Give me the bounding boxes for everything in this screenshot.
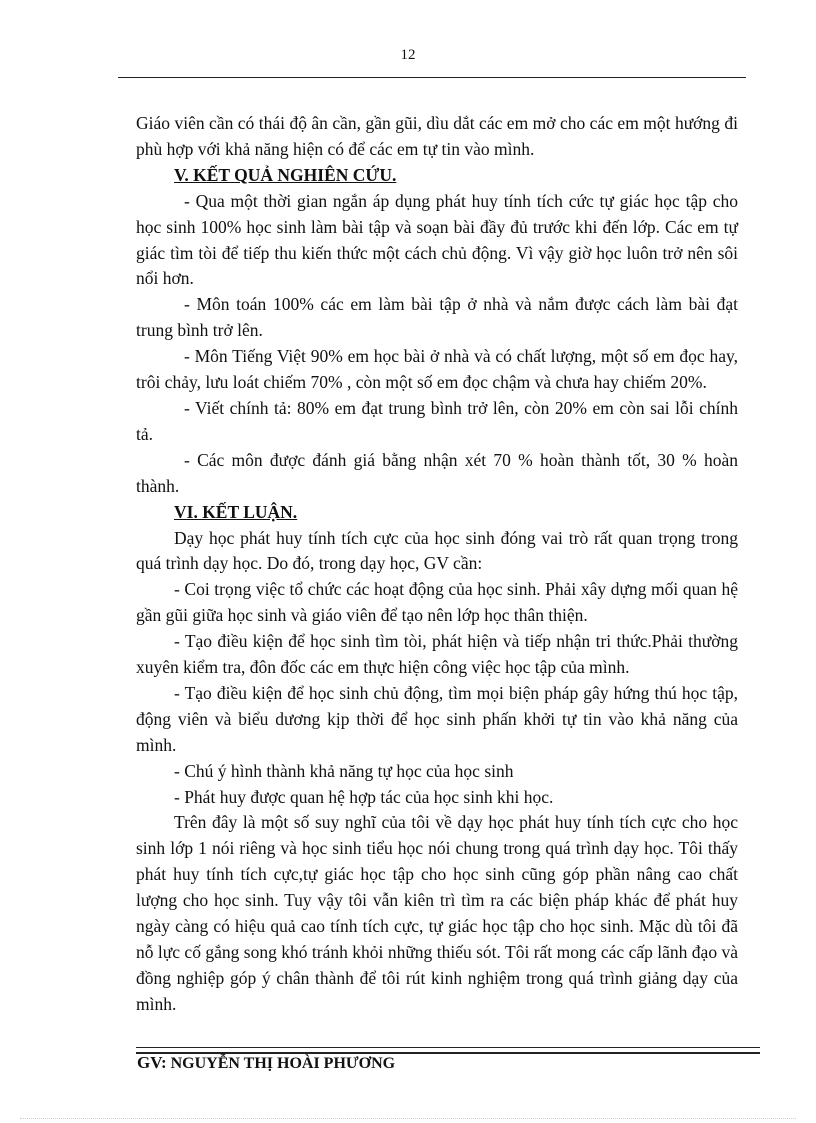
paragraph-results-1: - Qua một thời gian ngắn áp dụng phát huy tính tích cức tự giác học tập cho học sinh 100% học sinh làm bài tập và soạn bài đầy đủ trước khi đến lớp. Các em tự giác tìm tòi để tiếp thu kiến thức một cách chủ động. Vì vậy giờ học luôn trở nên sôi nổi hơn. [136, 190, 738, 289]
paragraph-conclusion-4: - Chú ý hình thành khả năng tự học của học sinh [174, 760, 514, 781]
paragraph-conclusion-3: - Tạo điều kiện để học sinh chủ động, tìm mọi biện pháp gây hứng thú học tập, động viên và biểu dương kịp thời để học sinh phấn khởi tự tin vào khả năng của mình. [136, 682, 738, 755]
paragraph-conclusion-5: - Phát huy được quan hệ hợp tác của học sinh khi học. [174, 786, 554, 807]
paragraph-conclusion-2: - Tạo điều kiện để học sinh tìm tòi, phát hiện và tiếp nhận tri thức.Phải thường xuyên kiểm tra, đôn đốc các em thực hiện công việc học tập của mình. [136, 631, 738, 678]
paragraph-results-spelling: - Viết chính tả: 80% em đạt trung bình trở lên, còn 20% em còn sai lỗi chính tả. [136, 397, 738, 444]
paragraph-intro: Giáo viên cần có thái độ ân cần, gần gũi, dìu dắt các em mở cho các em một hướng đi phù hợp với khả năng hiện có để các em tự tin vào mình. [136, 113, 738, 159]
page-number: 12 [400, 47, 416, 63]
footer-name: NGUYỄN THỊ HOÀI PHƯƠNG [170, 1055, 396, 1072]
paragraph-conclusion-intro: Dạy học phát huy tính tích cực của học sinh đóng vai trò rất quan trọng trong quá trình dạy học. Do đó, trong dạy học, GV cần: [136, 527, 738, 574]
paragraph-results-other-subjects: - Các môn được đánh giá bằng nhận xét 70 % hoàn thành tốt, 30 % hoàn thành. [136, 449, 738, 496]
document-body [136, 111, 738, 1018]
footer-author [137, 1053, 395, 1073]
paragraph-results-vietnamese: - Môn Tiếng Việt 90% em học bài ở nhà và có chất lượng, một số em đọc hay, trôi chảy, lưu loát chiếm 70% , còn một số em đọc chậm và chưa hay chiếm 20%. [136, 346, 738, 393]
paragraph-closing: Trên đây là một số suy nghĩ của tôi về dạy học phát huy tính tích cực cho học sinh lớp 1 nói riêng và học sinh tiểu học nói chung trong quá trình dạy học. Tôi thấy phát huy tính tích cực,tự giác học tập cho học sinh cũng góp phần nâng cao chất lượng cho học sinh. Tuy vậy tôi vẫn kiên trì tìm ra các biện pháp khác để phát huy ngày càng có hiệu quả cao tính tích cực, tự giác học tập cho học sinh. Mặc dù tôi đã nỗ lực cố gắng song khó tránh khỏi những thiếu sót. Tôi rất mong các cấp lãnh đạo và đồng nghiệp góp ý chân thành để tôi rút kinh nghiệm trong quá trình giảng dạy của mình. [136, 812, 738, 1014]
footer-label: GV: [137, 1053, 167, 1072]
paragraph-conclusion-1: - Coi trọng việc tổ chức các hoạt động của học sinh. Phải xây dựng mối quan hệ gần gũi giữa học sinh và giáo viên để tạo nên lớp học thân thiện. [136, 579, 738, 626]
header-divider [118, 77, 746, 78]
page-bottom-edge [20, 1118, 796, 1119]
section-heading-results: V. KẾT QUẢ NGHIÊN CỨU. [174, 164, 397, 185]
section-heading-conclusion: VI. KẾT LUẬN. [174, 501, 298, 522]
paragraph-results-math: - Môn toán 100% các em làm bài tập ở nhà và nắm được cách làm bài đạt trung bình trở lên. [136, 294, 738, 341]
